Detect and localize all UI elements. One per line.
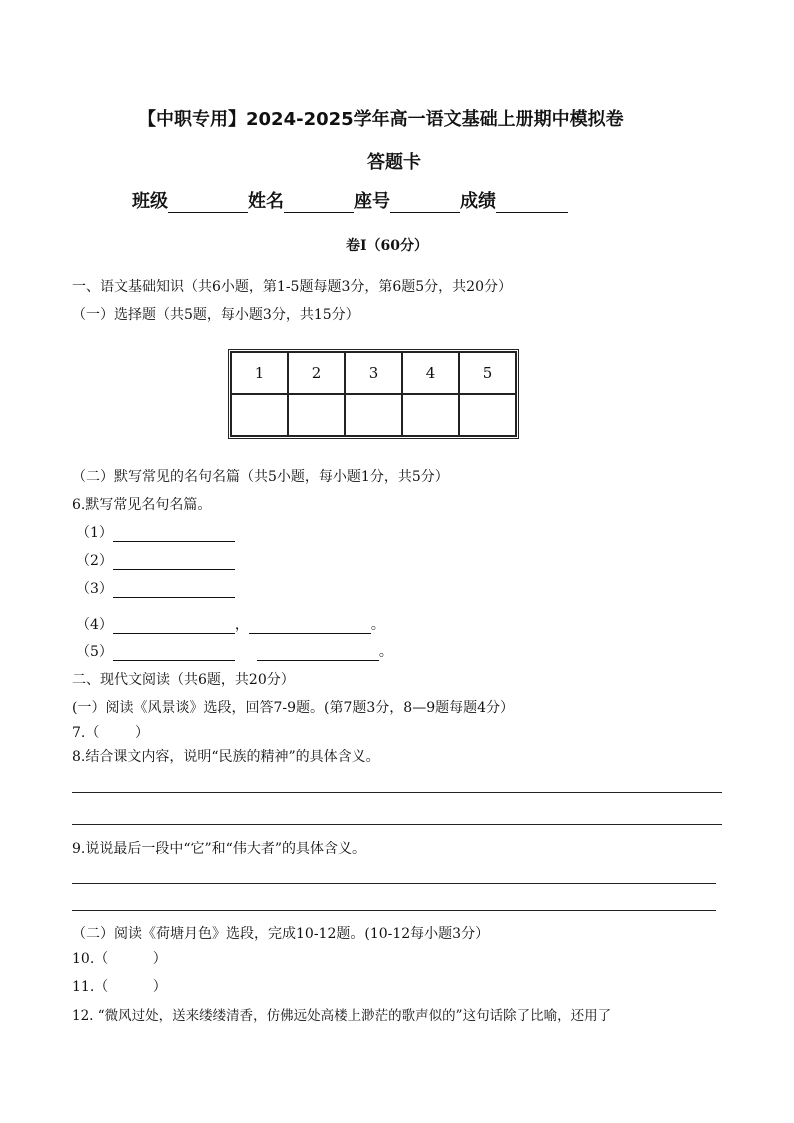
blank-input[interactable]	[113, 527, 235, 542]
answer-cell-1[interactable]	[231, 394, 288, 436]
blank-input[interactable]	[249, 619, 371, 634]
student-info-row	[132, 187, 568, 213]
blank-number: （5）	[76, 644, 113, 660]
q11-answer[interactable]: 11.（ ）	[72, 979, 167, 995]
answer-cell-4[interactable]	[402, 394, 459, 436]
part2-sub2: （二）阅读《荷塘月色》选段，完成10-12题。(10-12每小题3分）	[72, 926, 490, 942]
answer-table	[228, 349, 519, 439]
score-label: 成绩	[460, 191, 496, 212]
q8-prompt: 8.结合课文内容，说明“民族的精神”的具体含义。	[72, 749, 380, 765]
answer-line[interactable]	[72, 824, 722, 825]
blank-number: （4）	[76, 617, 113, 633]
blank-input[interactable]	[113, 555, 235, 570]
answer-col-header: 1	[231, 352, 288, 394]
part1-sub2: （二）默写常见的名句名篇（共5小题，每小题1分，共5分）	[72, 469, 449, 485]
seat-label: 座号	[354, 191, 390, 212]
answer-col-header: 4	[402, 352, 459, 394]
period: 。	[370, 617, 385, 633]
class-label: 班级	[132, 191, 168, 212]
blank-input[interactable]	[113, 646, 235, 661]
blank-line-2	[76, 550, 235, 570]
answer-line[interactable]	[72, 792, 722, 793]
blank-number: （3）	[76, 581, 113, 597]
period: 。	[378, 644, 393, 660]
name-field[interactable]	[284, 194, 354, 213]
part1-sub1: （一）选择题（共5题，每小题3分，共15分）	[72, 307, 360, 323]
seat-field[interactable]	[390, 194, 460, 213]
q9-prompt: 9.说说最后一段中“它”和“伟大者”的具体含义。	[72, 841, 366, 857]
answer-col-header: 3	[345, 352, 402, 394]
answer-line[interactable]	[72, 910, 716, 911]
answer-cell-3[interactable]	[345, 394, 402, 436]
score-field[interactable]	[496, 194, 568, 213]
answer-cell-5[interactable]	[459, 394, 516, 436]
q12-prompt: 12. “微风过处，送来缕缕清香，仿佛远处高楼上渺茫的歌声似的”这句话除了比喻，还用了	[72, 1008, 612, 1024]
answer-cell-2[interactable]	[288, 394, 345, 436]
blank-line-1	[76, 522, 235, 542]
name-label: 姓名	[248, 191, 284, 212]
blank-line-4	[76, 614, 385, 634]
blank-line-3	[76, 578, 235, 598]
answer-col-header: 5	[459, 352, 516, 394]
blank-number: （2）	[76, 553, 113, 569]
q7-answer[interactable]: 7.（ ）	[72, 725, 149, 741]
blank-input[interactable]	[113, 583, 235, 598]
class-field[interactable]	[168, 194, 248, 213]
answer-col-header: 2	[288, 352, 345, 394]
part2-sub1: (一）阅读《风景谈》选段，回答7-9题。(第7题3分，8—9题每题4分）	[72, 700, 515, 716]
blank-input[interactable]	[257, 646, 379, 661]
blank-line-5	[76, 641, 393, 661]
answer-line[interactable]	[72, 883, 716, 884]
part2-heading: 二、现代文阅读（共6题，共20分）	[72, 672, 295, 688]
comma: ，	[234, 617, 249, 633]
exam-title: 【中职专用】2024-2025学年高一语文基础上册期中模拟卷	[138, 109, 624, 130]
blank-number: （1）	[76, 525, 113, 541]
q10-answer[interactable]: 10.（ ）	[72, 951, 167, 967]
answer-sheet-subtitle: 答题卡	[367, 152, 421, 173]
blank-input[interactable]	[113, 619, 235, 634]
part1-heading: 一、语文基础知识（共6小题，第1-5题每题3分，第6题5分，共20分）	[72, 279, 512, 295]
q6-prompt: 6.默写常见名句名篇。	[72, 497, 212, 513]
volume-heading: 卷Ⅰ（60分）	[346, 238, 429, 254]
